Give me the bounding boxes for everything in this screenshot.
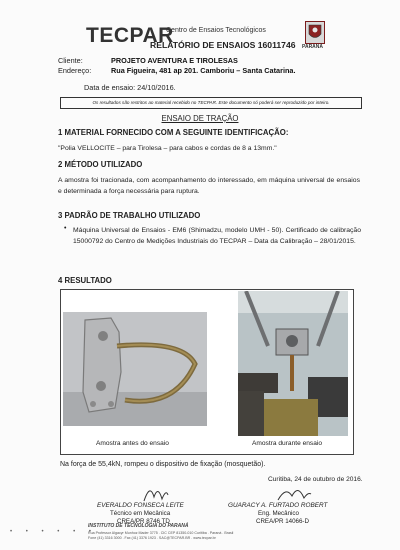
address-value: Rua Figueira, 481 ap 201. Camboriu – Santa Catarina.: [111, 66, 296, 75]
signer-1-reg: CREA/PR 8746 TD: [117, 518, 170, 525]
footer-address-line-2: Fone (41) 3316 3000 . Fax (41) 3376 1923 . SAC@TECPAR.BR . www.tecpar.br: [88, 536, 216, 540]
result-text: Na força de 55,4kN, rompeu o dispositivo de fixação (mosquetão).: [60, 461, 266, 468]
footer-dots: • • • • • •: [10, 529, 97, 535]
place-date: Curitiba, 24 de outubro de 2016.: [268, 476, 363, 483]
footer-institute: INSTITUTO DE TECNOLOGIA DO PARANÁ: [88, 523, 189, 529]
section-title: ENSAIO DE TRAÇÃO: [161, 114, 239, 123]
sample-before-photo: [63, 312, 207, 426]
footer-address-line-1: Rua Professor Algacyr Munhoz Mader 3775 . CIC CEP 81350-010 Curitiba . Paraná . Brasil: [88, 531, 234, 535]
address-label: Endereço:: [58, 66, 92, 75]
section-3-text: Máquina Universal de Ensaios - EM6 (Shimadzu, modelo UMH - 50). Certificado de calibração 15000792 do Centro de Medições Industriais do TECPAR – Data da Calibração – 28/01/2015.: [73, 227, 361, 245]
signer-2-name: GUARACY A. FURTADO ROBERT: [228, 502, 328, 509]
section-1-heading: 1 MATERIAL FORNECIDO COM A SEGUINTE IDENTIFICAÇÃO:: [58, 128, 289, 137]
signer-2-role: Eng. Mecânico: [258, 510, 299, 517]
sample-during-photo: [238, 291, 348, 436]
client-value: PROJETO AVENTURA E TIROLESAS: [111, 56, 238, 65]
footer-address: [88, 531, 318, 541]
signer-1-name: EVERALDO FONSECA LEITE: [97, 502, 184, 509]
signer-2-reg: CREA/PR 14066-D: [256, 518, 309, 525]
section-2-text: A amostra foi tracionada, com acompanhamento do interessado, em máquina universal de ensaios e determinada a força necessária para ruptura.: [58, 177, 360, 195]
section-4-heading: 4 RESULTADO: [58, 276, 112, 285]
parana-crest-icon: [305, 21, 325, 44]
bullet: •: [64, 225, 67, 232]
client-label: Cliente:: [58, 56, 83, 65]
crest-label: PARANÁ: [302, 44, 324, 50]
tecpar-logo: TECPAR: [86, 24, 174, 47]
caption-before: Amostra antes do ensaio: [96, 440, 169, 447]
section-2-heading: 2 MÉTODO UTILIZADO: [58, 160, 143, 169]
section-1-text: "Polia VELLOCITE – para Tirolesa – para cabos e cordas de 8 a 13mm.": [58, 145, 277, 152]
report-title: RELATÓRIO DE ENSAIOS 16011746: [150, 40, 296, 50]
caption-during: Amostra durante ensaio: [252, 440, 323, 447]
test-date: Data de ensaio: 24/10/2016.: [84, 83, 176, 92]
signer-1-role: Técnico em Mecânica: [110, 510, 171, 517]
disclaimer: Os resultados são restritos ao material recebido no TECPAR. Este documento só poderá ser reproduzido por inteiro.: [60, 97, 362, 109]
section-3-heading: 3 PADRÃO DE TRABALHO UTILIZADO: [58, 211, 201, 220]
logo-subtitle: Centro de Ensaios Tecnológicos: [166, 27, 266, 34]
